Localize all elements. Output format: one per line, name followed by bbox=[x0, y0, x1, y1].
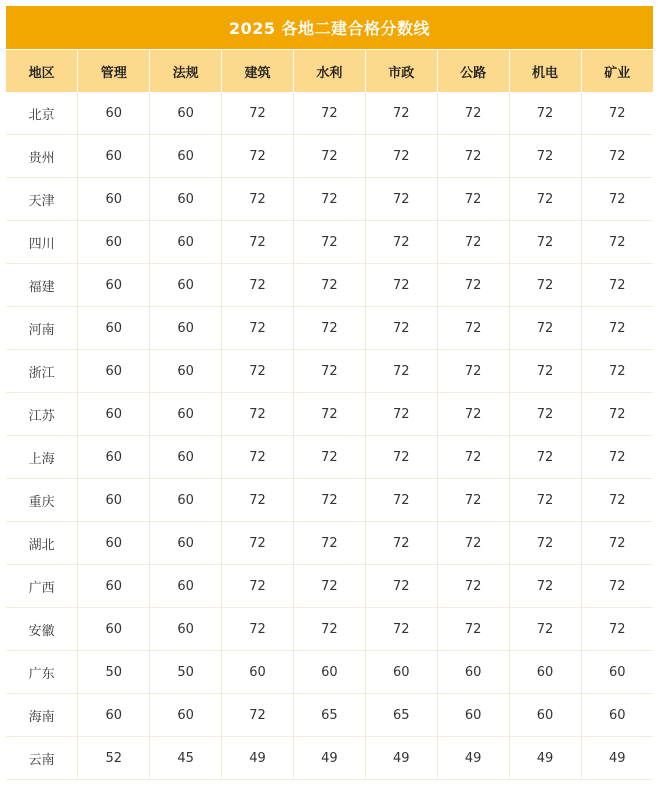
score-cell: 72 bbox=[294, 350, 366, 393]
score-cell: 49 bbox=[509, 737, 581, 780]
score-cell: 60 bbox=[294, 651, 366, 694]
region-cell: 四川 bbox=[6, 221, 78, 264]
score-cell: 60 bbox=[150, 264, 222, 307]
table-row bbox=[6, 92, 653, 135]
table-row bbox=[6, 350, 653, 393]
score-cell: 72 bbox=[222, 178, 294, 221]
score-cell: 65 bbox=[294, 694, 366, 737]
table-row bbox=[6, 522, 653, 565]
score-cell: 60 bbox=[150, 436, 222, 479]
score-cell: 72 bbox=[294, 264, 366, 307]
score-cell: 60 bbox=[78, 178, 150, 221]
score-cell: 60 bbox=[150, 135, 222, 178]
score-cell: 72 bbox=[294, 178, 366, 221]
score-cell: 72 bbox=[509, 565, 581, 608]
column-header-subject: 市政 bbox=[365, 50, 437, 92]
score-cell: 60 bbox=[78, 350, 150, 393]
region-cell: 云南 bbox=[6, 737, 78, 780]
score-cell: 72 bbox=[294, 307, 366, 350]
score-cell: 72 bbox=[294, 565, 366, 608]
score-cell: 72 bbox=[365, 307, 437, 350]
score-cell: 72 bbox=[294, 479, 366, 522]
score-cell: 60 bbox=[437, 651, 509, 694]
table-row bbox=[6, 264, 653, 307]
score-cell: 60 bbox=[150, 694, 222, 737]
score-cell: 50 bbox=[78, 651, 150, 694]
region-cell: 湖北 bbox=[6, 522, 78, 565]
score-cell: 72 bbox=[365, 479, 437, 522]
score-cell: 72 bbox=[365, 436, 437, 479]
column-header-subject: 矿业 bbox=[581, 50, 653, 92]
score-cell: 72 bbox=[222, 608, 294, 651]
score-cell: 60 bbox=[78, 393, 150, 436]
score-cell: 72 bbox=[581, 565, 653, 608]
score-cell: 72 bbox=[222, 350, 294, 393]
score-cell: 72 bbox=[509, 522, 581, 565]
score-cell: 72 bbox=[365, 178, 437, 221]
table-row bbox=[6, 694, 653, 737]
table-row bbox=[6, 307, 653, 350]
score-cell: 60 bbox=[78, 479, 150, 522]
score-cell: 60 bbox=[78, 522, 150, 565]
score-cell: 72 bbox=[294, 135, 366, 178]
column-header-subject: 公路 bbox=[437, 50, 509, 92]
score-cell: 72 bbox=[365, 608, 437, 651]
score-cell: 72 bbox=[222, 92, 294, 135]
score-cell: 72 bbox=[509, 479, 581, 522]
table-row bbox=[6, 221, 653, 264]
region-cell: 贵州 bbox=[6, 135, 78, 178]
score-cell: 60 bbox=[150, 221, 222, 264]
score-cell: 60 bbox=[150, 393, 222, 436]
score-cell: 72 bbox=[222, 522, 294, 565]
table-title: 2025 各地二建合格分数线 bbox=[6, 6, 653, 49]
score-cell: 72 bbox=[581, 135, 653, 178]
table-row bbox=[6, 393, 653, 436]
score-cell: 60 bbox=[150, 608, 222, 651]
region-cell: 安徽 bbox=[6, 608, 78, 651]
column-header-subject: 管理 bbox=[78, 50, 150, 92]
score-cell: 60 bbox=[150, 178, 222, 221]
score-cell: 72 bbox=[222, 264, 294, 307]
table-body bbox=[6, 92, 653, 780]
score-cell: 60 bbox=[509, 694, 581, 737]
score-cell: 72 bbox=[365, 92, 437, 135]
score-cell: 72 bbox=[581, 92, 653, 135]
score-cell: 72 bbox=[294, 522, 366, 565]
score-cell: 72 bbox=[294, 393, 366, 436]
score-cell: 60 bbox=[222, 651, 294, 694]
score-cell: 72 bbox=[581, 479, 653, 522]
score-cell: 72 bbox=[509, 307, 581, 350]
table-row bbox=[6, 608, 653, 651]
score-cell: 72 bbox=[437, 565, 509, 608]
region-cell: 福建 bbox=[6, 264, 78, 307]
score-cell: 72 bbox=[581, 350, 653, 393]
score-cell: 72 bbox=[365, 135, 437, 178]
score-cell: 72 bbox=[581, 178, 653, 221]
column-header-region: 地区 bbox=[6, 50, 78, 92]
score-cell: 52 bbox=[78, 737, 150, 780]
score-cell: 72 bbox=[437, 608, 509, 651]
score-cell: 72 bbox=[222, 479, 294, 522]
score-cell: 72 bbox=[581, 393, 653, 436]
score-cell: 60 bbox=[509, 651, 581, 694]
score-cell: 72 bbox=[437, 436, 509, 479]
score-cell: 72 bbox=[437, 522, 509, 565]
score-cell: 60 bbox=[437, 694, 509, 737]
score-cell: 60 bbox=[78, 264, 150, 307]
score-cell: 72 bbox=[294, 608, 366, 651]
score-cell: 72 bbox=[509, 135, 581, 178]
score-cell: 72 bbox=[437, 135, 509, 178]
score-cell: 65 bbox=[365, 694, 437, 737]
score-cell: 72 bbox=[437, 264, 509, 307]
region-cell: 江苏 bbox=[6, 393, 78, 436]
score-cell: 72 bbox=[222, 436, 294, 479]
score-cell: 72 bbox=[509, 436, 581, 479]
score-cell: 60 bbox=[150, 350, 222, 393]
score-cell: 72 bbox=[437, 479, 509, 522]
score-cell: 72 bbox=[437, 307, 509, 350]
region-cell: 广西 bbox=[6, 565, 78, 608]
region-cell: 广东 bbox=[6, 651, 78, 694]
score-cell: 60 bbox=[78, 608, 150, 651]
score-cell: 72 bbox=[294, 436, 366, 479]
score-cell: 60 bbox=[150, 565, 222, 608]
score-cell: 60 bbox=[581, 694, 653, 737]
score-cell: 72 bbox=[581, 307, 653, 350]
score-cell: 72 bbox=[509, 178, 581, 221]
score-cell: 45 bbox=[150, 737, 222, 780]
score-cell: 72 bbox=[509, 350, 581, 393]
score-cell: 60 bbox=[78, 92, 150, 135]
score-cell: 49 bbox=[437, 737, 509, 780]
score-cell: 72 bbox=[222, 307, 294, 350]
score-cell: 72 bbox=[581, 436, 653, 479]
score-cell: 72 bbox=[581, 264, 653, 307]
column-header-subject: 建筑 bbox=[222, 50, 294, 92]
column-header-subject: 水利 bbox=[294, 50, 366, 92]
score-cell: 72 bbox=[222, 221, 294, 264]
region-cell: 河南 bbox=[6, 307, 78, 350]
score-cell: 60 bbox=[78, 436, 150, 479]
score-cell: 72 bbox=[581, 522, 653, 565]
region-cell: 北京 bbox=[6, 92, 78, 135]
region-cell: 海南 bbox=[6, 694, 78, 737]
score-cell: 60 bbox=[78, 565, 150, 608]
table-row bbox=[6, 651, 653, 694]
score-cell: 60 bbox=[365, 651, 437, 694]
score-cell: 72 bbox=[222, 565, 294, 608]
score-cell: 72 bbox=[437, 178, 509, 221]
column-header-subject: 机电 bbox=[509, 50, 581, 92]
score-cell: 60 bbox=[581, 651, 653, 694]
score-cell: 60 bbox=[78, 694, 150, 737]
table-row bbox=[6, 565, 653, 608]
score-cell: 72 bbox=[365, 565, 437, 608]
score-cell: 60 bbox=[78, 221, 150, 264]
score-cell: 49 bbox=[581, 737, 653, 780]
score-cell: 72 bbox=[509, 608, 581, 651]
score-cell: 72 bbox=[365, 264, 437, 307]
region-cell: 天津 bbox=[6, 178, 78, 221]
score-cell: 60 bbox=[78, 307, 150, 350]
score-cell: 72 bbox=[581, 608, 653, 651]
table-row bbox=[6, 135, 653, 178]
score-table bbox=[6, 50, 653, 780]
score-cell: 72 bbox=[222, 694, 294, 737]
score-cell: 72 bbox=[509, 264, 581, 307]
score-cell: 72 bbox=[365, 350, 437, 393]
score-cell: 72 bbox=[365, 393, 437, 436]
score-cell: 60 bbox=[150, 307, 222, 350]
score-cell: 72 bbox=[509, 92, 581, 135]
table-row bbox=[6, 178, 653, 221]
table-header bbox=[6, 50, 653, 92]
score-cell: 50 bbox=[150, 651, 222, 694]
score-cell: 72 bbox=[437, 92, 509, 135]
region-cell: 上海 bbox=[6, 436, 78, 479]
score-cell: 60 bbox=[78, 135, 150, 178]
score-cell: 72 bbox=[581, 221, 653, 264]
score-cell: 72 bbox=[222, 135, 294, 178]
region-cell: 浙江 bbox=[6, 350, 78, 393]
score-cell: 72 bbox=[365, 522, 437, 565]
score-cell: 72 bbox=[294, 92, 366, 135]
region-cell: 重庆 bbox=[6, 479, 78, 522]
header-row bbox=[6, 50, 653, 92]
column-header-subject: 法规 bbox=[150, 50, 222, 92]
table-row bbox=[6, 436, 653, 479]
table-row bbox=[6, 479, 653, 522]
score-cell: 72 bbox=[294, 221, 366, 264]
score-cell: 49 bbox=[222, 737, 294, 780]
table-row bbox=[6, 737, 653, 780]
score-cell: 72 bbox=[437, 393, 509, 436]
score-cell: 72 bbox=[509, 393, 581, 436]
score-cell: 72 bbox=[437, 350, 509, 393]
score-cell: 60 bbox=[150, 479, 222, 522]
score-cell: 49 bbox=[365, 737, 437, 780]
score-cell: 72 bbox=[365, 221, 437, 264]
score-cell: 72 bbox=[222, 393, 294, 436]
score-cell: 72 bbox=[509, 221, 581, 264]
score-cell: 72 bbox=[437, 221, 509, 264]
score-cell: 60 bbox=[150, 92, 222, 135]
score-cell: 60 bbox=[150, 522, 222, 565]
score-cell: 49 bbox=[294, 737, 366, 780]
